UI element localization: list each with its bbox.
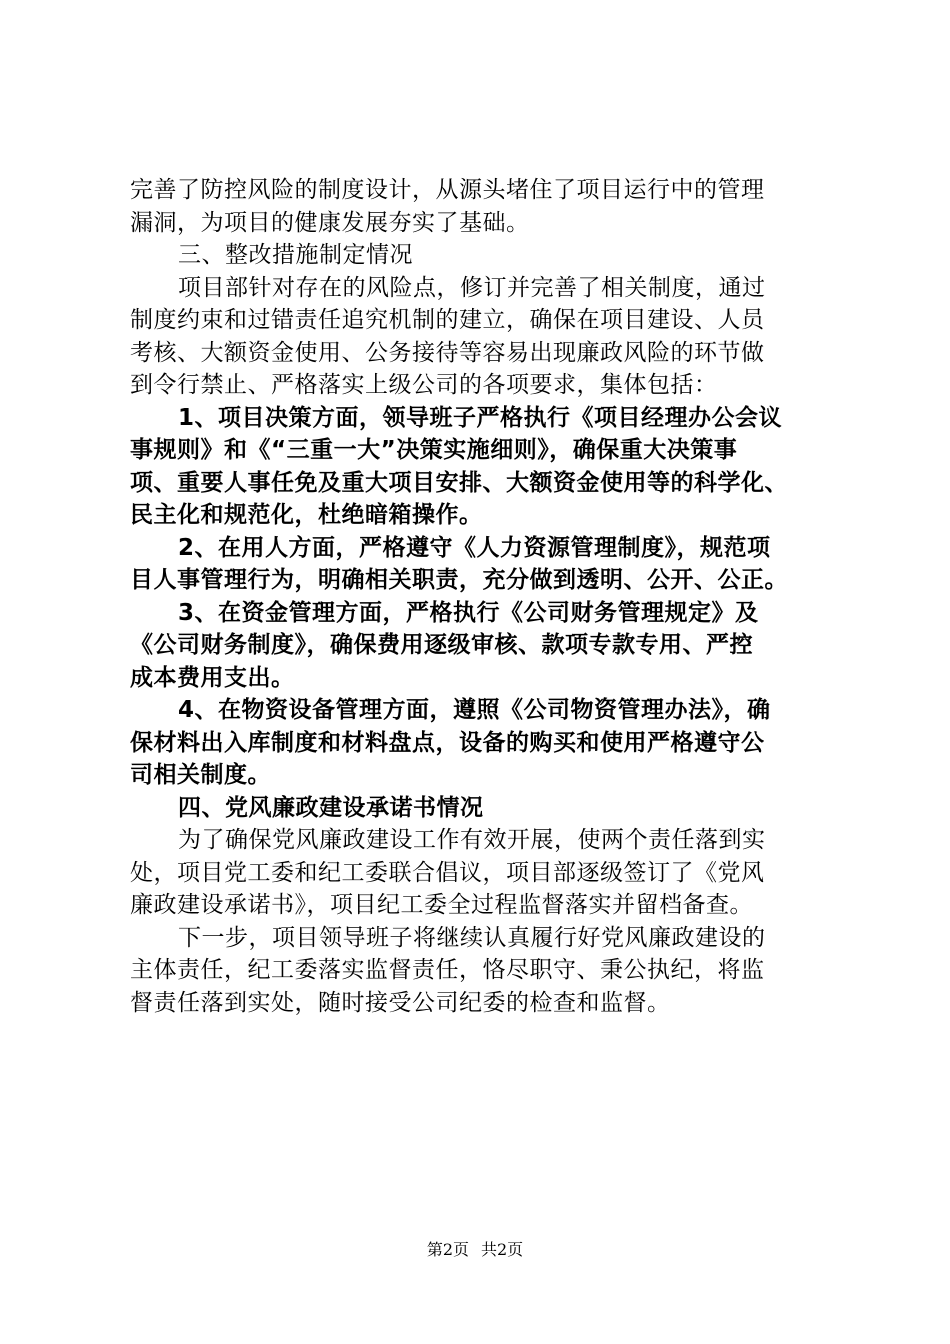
text-line: 处，项目党工委和纪工委联合倡议，项目部逐级签订了《党风 xyxy=(130,859,765,886)
text-line: 下一步，项目领导班子将继续认真履行好党风廉政建设的 xyxy=(178,924,766,951)
text-line: 目人事管理行为，明确相关职责，充分做到透明、公开、公正。 xyxy=(130,567,788,593)
text-line: 到令行禁止、严格落实上级公司的各项要求，集体包括： xyxy=(130,372,718,398)
page-number-total: 共2页 xyxy=(481,1240,524,1259)
text-line: 制度约束和过错责任追究机制的建立，确保在项目建设、人员 xyxy=(130,307,765,333)
text-line: 3、在资金管理方面，严格执行《公司财务管理规定》及 xyxy=(178,599,759,626)
text-line: 司相关制度。 xyxy=(130,762,271,788)
document-body xyxy=(130,174,830,1019)
text-line: 项、重要人事任免及重大项目安排、大额资金使用等的科学化、 xyxy=(130,469,788,496)
text-line: 项目部针对存在的风险点，修订并完善了相关制度，通过 xyxy=(178,274,766,301)
text-line: 事规则》和《“三重一大”决策实施细则》，确保重大决策事 xyxy=(130,437,738,463)
text-line: 完善了防控风险的制度设计，从源头堵住了项目运行中的管理 xyxy=(130,177,765,203)
text-line: 督责任落到实处，随时接受公司纪委的检查和监督。 xyxy=(130,989,671,1016)
text-line: 保材料出入库制度和材料盘点，设备的购买和使用严格遵守公 xyxy=(130,729,765,756)
text-line: 考核、大额资金使用、公务接待等容易出现廉政风险的环节做 xyxy=(130,339,765,366)
text-line: 漏洞，为项目的健康发展夯实了基础。 xyxy=(130,209,530,236)
page-footer xyxy=(0,1240,950,1260)
text-line: 四、党风廉政建设承诺书情况 xyxy=(178,794,484,821)
text-line: 《公司财务制度》，确保费用逐级审核、款项专款专用、严控 xyxy=(130,632,753,658)
text-line: 主体责任，纪工委落实监督责任，恪尽职守、秉公执纪，将监 xyxy=(130,957,765,983)
text-line: 民主化和规范化，杜绝暗箱操作。 xyxy=(130,502,483,528)
text-line: 2、在用人方面，严格遵守《人力资源管理制度》，规范项 xyxy=(178,534,771,561)
text-line: 成本费用支出。 xyxy=(130,664,295,691)
text-line: 廉政建设承诺书》，项目纪工委全过程监督落实并留档备查。 xyxy=(130,892,753,918)
text-line: 三、整改措施制定情况 xyxy=(178,242,413,268)
text-line: 为了确保党风廉政建设工作有效开展，使两个责任落到实 xyxy=(178,827,766,853)
text-line: 4、在物资设备管理方面，遵照《公司物资管理办法》，确 xyxy=(178,697,771,723)
text-line: 1、项目决策方面，领导班子严格执行《项目经理办公会议 xyxy=(178,404,783,431)
page-number-current: 第2页 xyxy=(426,1240,469,1259)
